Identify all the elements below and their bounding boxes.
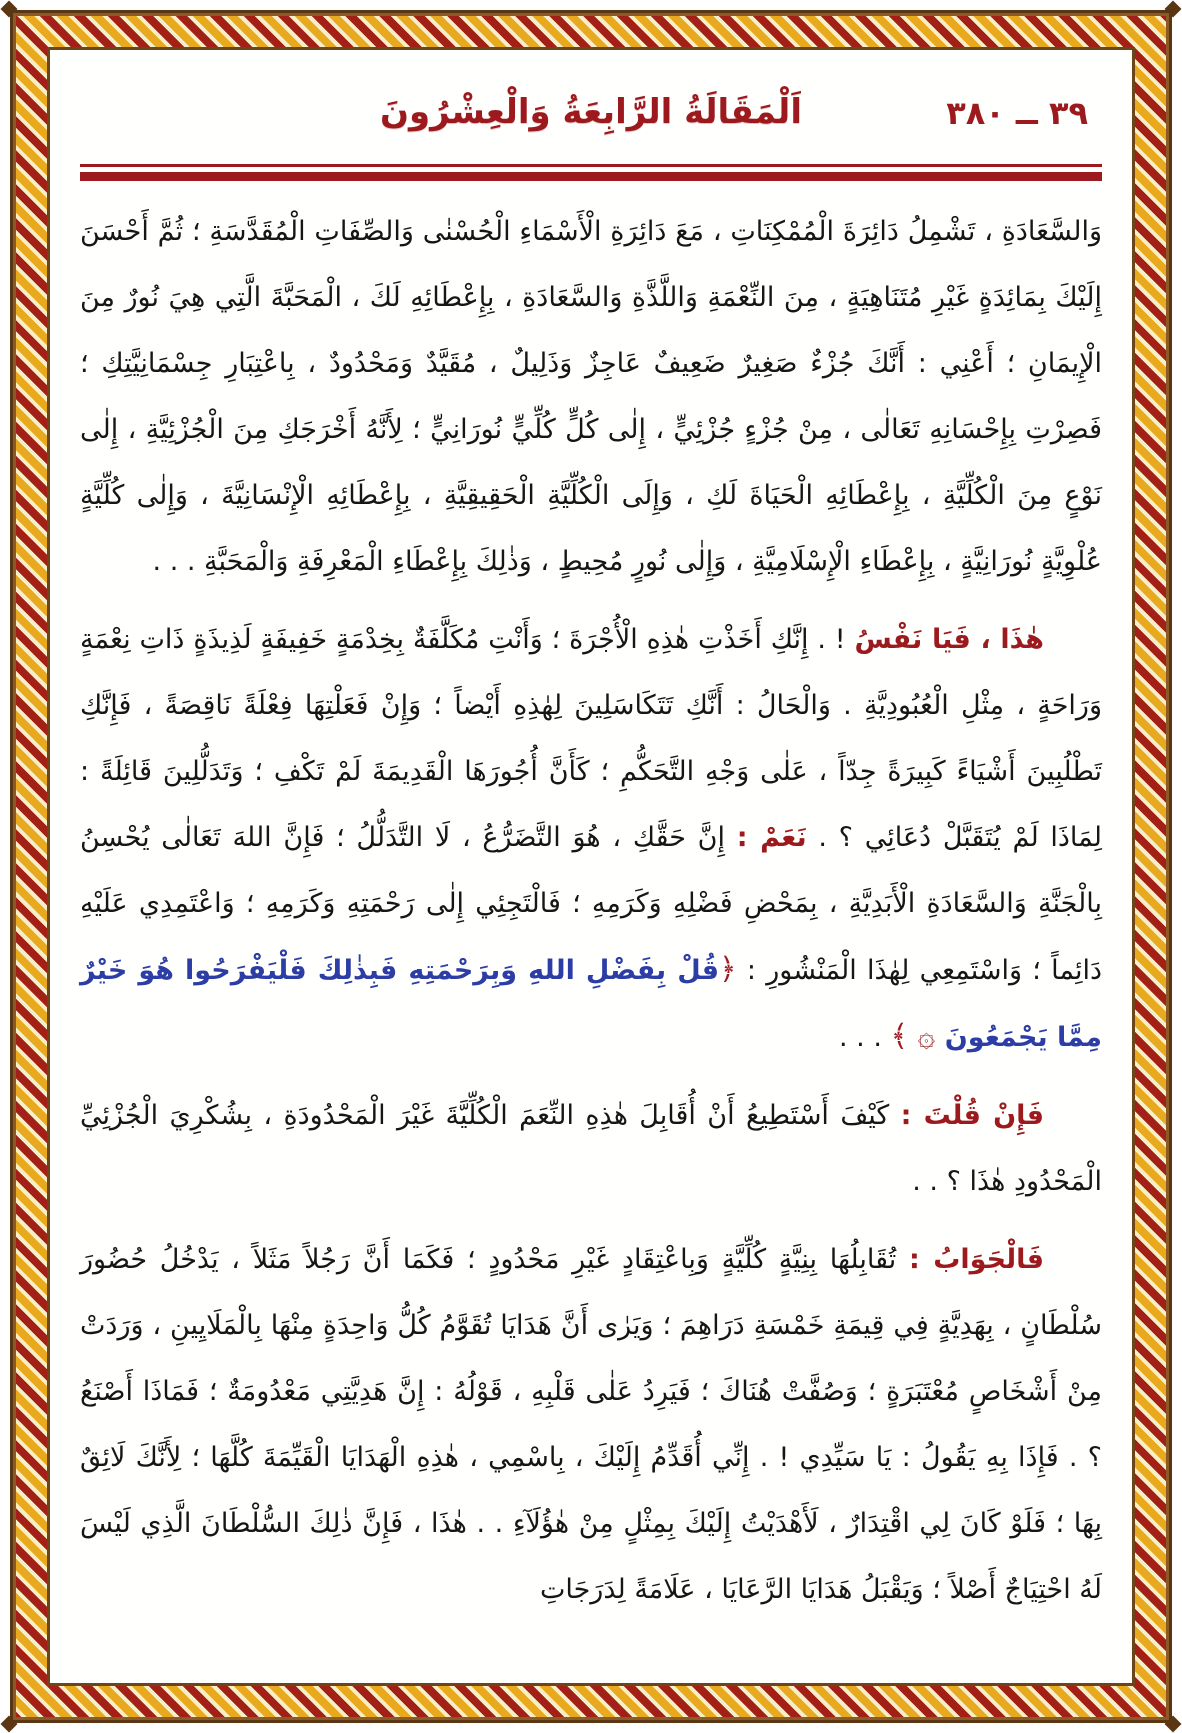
page-title: اَلْمَقَالَةُ الرَّابِعَةُ وَالْعِشْرُونَ [380,92,802,132]
page-number: ٣٩ ــ ٣٨٠ [946,94,1088,132]
paragraph-2 [80,607,1102,1071]
paragraph-3-lead-red: فَإِنْ قُلْتَ : [900,1100,1044,1131]
paragraph-4-lead-red: فَالْجَوَابُ : [908,1244,1044,1275]
quran-open-bracket-icon: ﴿ [719,952,737,987]
paragraph-2-text-1: ! . إِنَّكِ أَخَذْتِ هٰذِهِ الْأُجْرَةَ ؛ وَأَنْتِ مُكَلَّفَةٌ بِخِدْمَةٍ خَفِيفَةٍ لَذِيذَةٍ ذَاتِ نِعْمَةٍ وَرَاحَةٍ ، مِثْلِ الْعُبُودِيَّةِ . وَالْحَالُ : أَنَّكِ تَتَكَاسَلِينَ لِهٰذِهِ أَيْضاً ؛ وَإِنْ فَعَلْتِهَا فِعْلَةً نَاقِصَةً ، فَإِنَّكِ تَطْلُبِينَ أَشْيَاءً كَبِيرَةً جِدّاً ، عَلٰى وَجْهِ التَّحَكُّمِ ؛ كَأَنَّ أُجُورَهَا الْقَدِيمَةَ لَمْ تَكْفِ ؛ وَتَدَلُّلِينَ قَائِلَةً : لِمَاذَا لَمْ يُتَقَبَّلْ دُعَائِي ؟ . [80,624,1102,853]
paragraph-4-text: تُقَابِلُهَا بِنِيَّةٍ كُلِّيَّةٍ وَبِاعْتِقَادٍ غَيْرِ مَحْدُودٍ ؛ فَكَمَا أَنَّ رَجُلاً مَثَلاً ، يَدْخُلُ حُضُورَ سُلْطَانٍ ، بِهَدِيَّةٍ فِي قِيمَةِ خَمْسَةِ دَرَاهِمَ ؛ وَيَرٰى أَنَّ هَدَايَا تُقَوَّمُ كُلُّ وَاحِدَةٍ مِنْهَا بِالْمَلَايِينِ ، وَرَدَتْ مِنْ أَشْخَاصٍ مُعْتَبَرَةٍ ؛ وَصُفَّتْ هُنَاكَ ؛ فَيَرِدُ عَلٰى قَلْبِهِ ، قَوْلُهُ : إِنَّ هَدِيَّتِي مَعْدُومَةٌ ؛ فَمَاذَا أَصْنَعُ ؟ . فَإِذَا بِهِ يَقُولُ : يَا سَيِّدِي ! . إِنِّي أُقَدِّمُ إِلَيْكَ ، بِاسْمِي ، هٰذِهِ الْهَدَايَا الْقَيِّمَةَ كُلَّهَا ؛ لِأَنَّكَ لَائِقٌ بِهَا ؛ فَلَوْ كَانَ لِي اقْتِدَارٌ ، لَأَهْدَيْتُ إِلَيْكَ بِمِثْلٍ مِنْ هٰؤُلَآءِ . . هٰذَا ، فَإِنَّ ذٰلِكَ السُّلْطَانَ الَّذِي لَيْسَ لَهُ احْتِيَاجٌ أَصْلاً ؛ وَيَقْبَلُ هَدَايَا الرَّعَايَا ، عَلَامَةً لِدَرَجَاتِ [80,1244,1102,1605]
quran-verse: قُلْ بِفَضْلِ اللهِ وَبِرَحْمَتِهِ فَبِذٰلِكَ فَلْيَفْرَحُوا هُوَ خَيْرٌ مِمَّا يَجْمَعُونَ [80,955,1102,1053]
paragraph-4 [80,1227,1102,1623]
paragraph-2-text-2: إِنَّ حَقَّكِ ، هُوَ التَّضَرُّعُ ، لَا التَّدَلُّلُ ؛ فَإِنَّ اللهَ تَعَالٰى يُحْسِنُ بِالْجَنَّةِ وَالسَّعَادَةِ الْأَبَدِيَّةِ ، بِمَحْضِ فَضْلِهِ وَكَرَمِهِ ؛ فَالْتَجِئِي إِلٰى رَحْمَتِهِ وَكَرَمِهِ ؛ وَاعْتَمِدِي عَلَيْهِ دَائِماً ؛ وَاسْتَمِعِي لِهٰذَا الْمَنْشُورِ : [80,822,1102,986]
paragraph-3-text: كَيْفَ أَسْتَطِيعُ أَنْ أُقَابِلَ هٰذِهِ النِّعَمَ الْكُلِّيَّةَ غَيْرَ الْمَحْدُودَةِ ، بِشُكْرِيَ الْجُزْئِيِّ الْمَحْدُودِ هٰذَا ؟ . . [80,1100,1102,1197]
paragraph-2-trailing-dots: . . . [838,1022,891,1053]
paragraph-3 [80,1083,1102,1215]
paragraph-2-lead-red: هٰذَا ، فَيَا نَفْسُ [854,624,1045,655]
header-rule-thick-line [80,172,1102,181]
quran-close-ornament-icon: ۞ ﴾ [890,1019,945,1054]
header-rule-thin-line [80,164,1102,167]
body-text [80,199,1102,1623]
page-header [80,64,1102,150]
paragraph-1 [80,199,1102,595]
paragraph-1-text: وَالسَّعَادَةِ ، تَشْمِلُ دَائِرَةَ الْمُمْكِنَاتِ ، مَعَ دَائِرَةِ الْأَسْمَاءِ الْحُسْنٰى وَالصِّفَاتِ الْمُقَدَّسَةِ ؛ ثُمَّ أَحْسَنَ إِلَيْكَ بِمَائِدَةٍ غَيْرِ مُتَنَاهِيَةٍ ، مِنَ النِّعْمَةِ وَاللَّذَّةِ وَالسَّعَادَةِ ، بِإِعْطَائِهِ لَكَ ، الْمَحَبَّةَ الَّتِي هِيَ نُورٌ مِنَ الْإِيمَانِ ؛ أَعْنِي : أَنَّكَ جُزْءٌ صَغِيرٌ ضَعِيفٌ عَاجِزٌ وَذَلِيلٌ ، مُقَيَّدٌ وَمَحْدُودٌ ، بِاعْتِبَارِ جِسْمَانِيَّتِكِ ؛ فَصِرْتِ بِإِحْسَانِهِ تَعَالٰى ، مِنْ جُزْءٍ جُزْئِيٍّ ، إِلٰى كُلٍّ كُلِّيٍّ نُورَانِيٍّ ؛ لِأَنَّهُ أَخْرَجَكِ مِنَ الْجُزْئِيَّةِ ، إِلٰى نَوْعٍ مِنَ الْكُلِّيَّةِ ، بِإِعْطَائِهِ الْحَيَاةَ لَكِ ، وَإِلَى الْكُلِّيَّةِ الْحَقِيقِيَّةِ ، بِإِعْطَائِهِ الْإِنْسَانِيَّةَ ، وَإِلٰى كُلِّيَّةٍ عُلْوِيَّةٍ نُورَانِيَّةٍ ، بِإِعْطَاءِ الْإِسْلَامِيَّةِ ، وَإِلٰى نُورٍ مُحِيطٍ ، وَذٰلِكَ بِإِعْطَاءِ الْمَعْرِفَةِ وَالْمَحَبَّةِ . . . [80,216,1102,577]
page-content [47,47,1135,1686]
paragraph-2-emphasis-red: نَعَمْ : [736,822,807,853]
header-rule [80,164,1102,181]
